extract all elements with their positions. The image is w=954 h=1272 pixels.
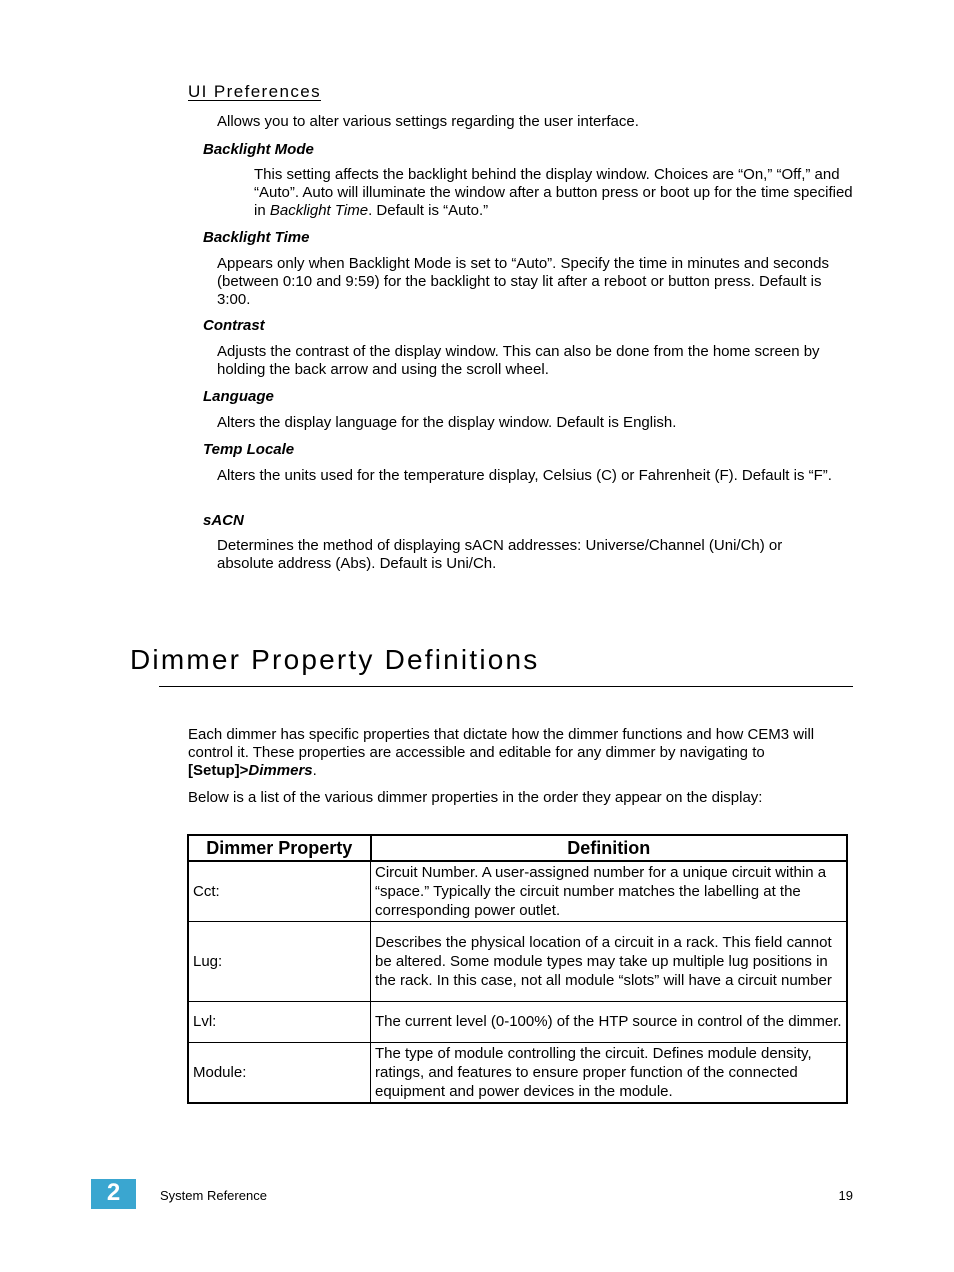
page-number: 19 — [838, 1188, 853, 1203]
property-cell: Lvl: — [188, 1001, 371, 1042]
language-description: Alters the display language for the display window. Default is English. — [217, 414, 677, 431]
section-divider — [159, 686, 853, 687]
backlight-mode-term: Backlight Mode — [203, 141, 314, 158]
ui-preferences-heading: UI Preferences — [188, 82, 321, 101]
definition-cell: The current level (0-100%) of the HTP source in control of the dimmer. — [371, 1001, 848, 1042]
language-term: Language — [203, 388, 274, 405]
definition-cell: Describes the physical location of a circuit in a rack. This field cannot be altered. Some module types may take up multiple lug positions in the rack. In this case, not all module “slots” will have a circuit number — [371, 921, 848, 1001]
property-cell: Cct: — [188, 861, 371, 921]
table-header-row — [188, 835, 847, 861]
property-cell: Module: — [188, 1042, 371, 1103]
sacn-term: sACN — [203, 512, 244, 529]
temp-locale-term: Temp Locale — [203, 441, 295, 458]
table-row — [188, 861, 847, 921]
definition-cell: Circuit Number. A user-assigned number for a unique circuit within a “space.” Typically the circuit number matches the labelling at the corresponding power outlet. — [371, 861, 848, 921]
property-cell: Lug: — [188, 921, 371, 1001]
contrast-term: Contrast — [203, 317, 265, 334]
dimmer-property-table — [187, 834, 848, 1104]
ui-preferences-intro: Allows you to alter various settings regarding the user interface. — [217, 113, 639, 130]
table-row — [188, 1042, 847, 1103]
dimmer-list-intro: Below is a list of the various dimmer properties in the order they appear on the display: — [188, 789, 763, 806]
backlight-mode-description: This setting affects the backlight behind the display window. Choices are “On,” “Off,” and “Auto”. Auto will illuminate the window after a button press or boot up for the time specified in Backlight Time. Default is “Auto.” — [254, 166, 853, 219]
footer-section-label: System Reference — [160, 1188, 267, 1203]
definition-cell: The type of module controlling the circuit. Defines module density, ratings, and features to ensure proper function of the connected equipment and power devices in the module. — [371, 1042, 848, 1103]
contrast-description: Adjusts the contrast of the display window. This can also be done from the home screen by holding the back arrow and using the scroll wheel. — [217, 343, 820, 378]
dimmer-intro-paragraph: Each dimmer has specific properties that dictate how the dimmer functions and how CEM3 will control it. These properties are accessible and editable for any dimmer by navigating to [Setup]>Dimmers. — [188, 726, 815, 779]
column-header-definition: Definition — [371, 835, 848, 861]
temp-locale-description: Alters the units used for the temperature display, Celsius (C) or Fahrenheit (F). Default is “F”. — [217, 467, 832, 484]
backlight-time-description: Appears only when Backlight Mode is set to “Auto”. Specify the time in minutes and seconds (between 0:10 and 9:59) for the backlight to stay lit after a reboot or button press. Default is 3:00. — [217, 255, 829, 308]
sacn-description: Determines the method of displaying sACN addresses: Universe/Channel (Uni/Ch) or absolute address (Abs). Default is Uni/Ch. — [217, 537, 783, 572]
backlight-time-term: Backlight Time — [203, 229, 310, 246]
column-header-property: Dimmer Property — [188, 835, 371, 861]
table-row — [188, 1001, 847, 1042]
chapter-number-badge: 2 — [91, 1179, 136, 1209]
section-title: Dimmer Property Definitions — [130, 644, 540, 675]
table-row — [188, 921, 847, 1001]
